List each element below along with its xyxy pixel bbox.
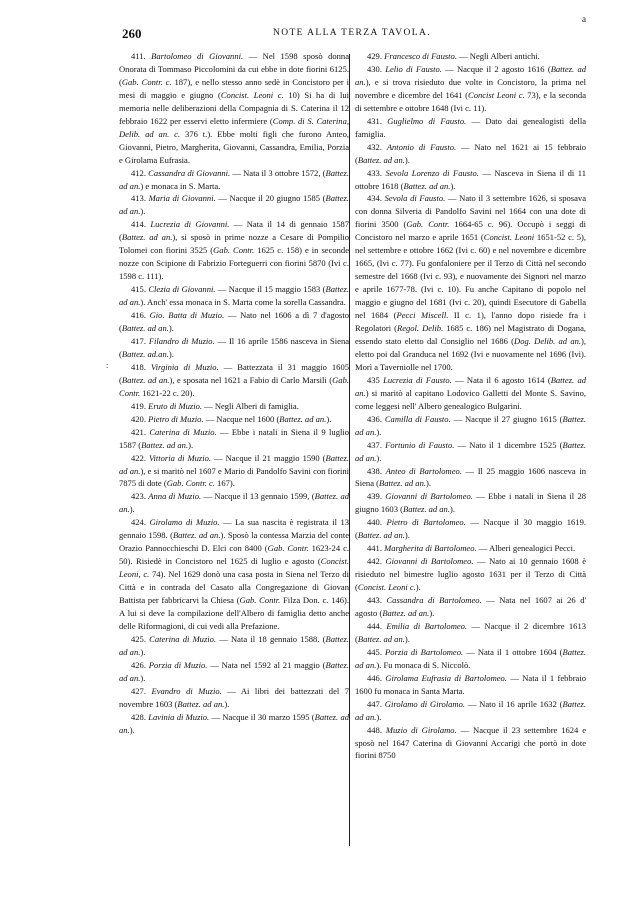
text-run: 418.: [131, 361, 151, 372]
text-run: 434.: [367, 193, 385, 204]
note-entry: [355, 413, 586, 439]
note-entry: [119, 426, 349, 452]
text-run: 1651-52 c. 5), nel settembre e ottobre 1662 (Ivi c. 60) e nel novembre e dicembre 1665, (Ivi c. 77). Fu gonfaloniere per il Terzo di Città nel secondo semestre del 1668 (Ivi c. 93), e nuovamente dei Signori nel marzo e aprile 1677-78. (Ivi c. 10). Fu anche Capitano di popolo nel maggio e giugno del 1681 (Ivi c. 20), quindi Esecutore di Gabella nel 1684 (: [355, 232, 586, 321]
italic-run: Anna di Muzio.: [148, 491, 202, 502]
text-run: 376 t.). Ebbe molti figli che furono Anteo, Giovanni, Pietro, Margherita, Giovanni, Cassandra, Emilia, Porzia e Girolama Eufrasia.: [119, 128, 349, 165]
text-run: 445.: [367, 646, 386, 657]
text-run: ).: [168, 348, 174, 359]
note-entry: [119, 413, 349, 426]
italic-run: Gab. Contr.: [267, 543, 309, 554]
note-entry: [355, 672, 586, 698]
italic-run: Battez. ad.an.: [121, 348, 169, 359]
text-run: ), eletto poi dal Granduca nel 1692 (Ivi e nuovamente nel 1696 (Ivi). Morì a Taverniolle nel 1700.: [355, 335, 586, 372]
text-run: ). Fu monaca di S. Niccolò.: [376, 659, 471, 670]
text-run: ). Anch' essa monaca in S. Marta come la sorella Cassandra.: [140, 297, 346, 308]
italic-run: Porzia di Bartolomeo.: [385, 646, 464, 657]
italic-run: Vittoria di Muzio.: [148, 452, 212, 463]
note-entry: [355, 646, 586, 672]
text-run: 416.: [131, 310, 150, 321]
italic-run: Bartolomeo di Giovanni.: [151, 51, 244, 61]
page-number: 260: [122, 26, 142, 41]
text-run: ).: [404, 530, 410, 541]
italic-run: Battez. ad an.: [355, 439, 586, 463]
text-run: — Ebbe i natali in Siena il 28 giugno 1603 (: [355, 491, 586, 515]
italic-run: Sevola di Fausto.: [384, 193, 446, 204]
text-run: — Nasceva in Siena il di 11 ottobre 1618 (: [355, 167, 587, 191]
text-run: — Nacque il 2 agosto 1616 (: [441, 63, 551, 74]
italic-run: Pietro di Bartolomeo.: [386, 517, 466, 528]
text-run: ).: [404, 633, 410, 644]
text-run: — Nata il 18 gennaio 1588. (: [216, 633, 326, 644]
running-title: NOTE ALLA TERZA TAVOLA.: [272, 28, 432, 38]
italic-run: Concist. Leoni: [483, 232, 535, 243]
text-run: — Ai libri dei battezzati del 7 novembre 1603 (: [119, 685, 350, 709]
italic-run: Battez. ad an.: [119, 491, 349, 515]
note-entry: [355, 141, 586, 167]
italic-run: Clezia di Giovanni.: [148, 284, 216, 295]
text-run: — Nata il 3 ottobre 1572, (: [230, 167, 326, 178]
text-run: ).: [129, 724, 135, 735]
text-run: 1623-24 c. 50). Risiedè in Concistoro nel 1625 di luglio e agosto (: [119, 543, 349, 567]
note-entry: [355, 594, 586, 620]
note-entry: [355, 490, 586, 516]
note-entry: [119, 452, 349, 491]
text-run: — La sua nascita è registrata il 13 gennaio 1598. (: [119, 517, 349, 541]
italic-run: Girolama Eufrasia di Bartolomeo.: [385, 672, 507, 683]
italic-run: Gab. Contr.: [213, 245, 255, 256]
text-run: 1625 c. 158) e in seconde nozze con Scipione di Fabrizio Forteguerri con fiorini 5870 (Ivi c. 1598 c. 111).: [119, 245, 349, 282]
note-entry: [119, 50, 349, 167]
text-run: — Il 25 maggio 1606 nasceva in Siena (: [355, 465, 586, 489]
text-run: 10) Si ha di lui memoria nelle deliberazioni della Compagnia di S. Caterina il 12 febbraio 1622 per esservi eletto infermiere (: [119, 89, 349, 126]
italic-run: Battez. ad an.: [382, 607, 430, 618]
text-run: 425.: [131, 633, 150, 644]
note-entry: [355, 192, 586, 373]
text-run: 428.: [131, 711, 149, 722]
text-run: 432.: [367, 141, 387, 152]
text-run: 419.: [131, 400, 149, 411]
text-run: ) si maritò al capitano Lodovico Galletti del Monte S. Savino, come leggesi nell' Albero genealogico Bulgarini.: [355, 387, 586, 411]
italic-run: Margherita di Bartolomeo.: [384, 543, 477, 554]
italic-run: Cassandra di Giovanni.: [148, 167, 231, 178]
text-run: — Nato ai 10 gennaio 1608 è risieduto nel bimestre luglio agosto 1631 per il Terzo di Città (: [355, 556, 586, 593]
italic-run: Giovanni di Bartolomeo.: [385, 556, 474, 567]
text-run: ), e si trova risieduto due volte in Concistoro, la prima nel novembre e dicembre del 1641 (: [355, 76, 586, 100]
italic-run: Battez. ad an.: [119, 284, 350, 308]
italic-run: Girolamo di Girolamo.: [384, 698, 466, 709]
italic-run: Gab. Contr.: [239, 595, 281, 606]
text-run: ).: [376, 426, 382, 437]
note-entry: [355, 167, 586, 193]
text-run: Filza Don. c. 146). A lui si deve la compilazione dell'Albero di famiglia detto anche delle Riformagioni, di cui vedi alla Prefazione.: [119, 595, 349, 631]
text-run: 411.: [131, 51, 152, 61]
note-entry: [119, 309, 349, 335]
text-run: — Nacque il 15 maggio 1583 (: [215, 284, 326, 295]
note-entry: [119, 490, 349, 516]
italic-run: Gab. Contr.: [406, 219, 450, 230]
italic-run: Gio. Batta di Muzio.: [149, 310, 225, 321]
italic-run: Battez. ad an.: [378, 478, 426, 489]
text-run: 446.: [367, 672, 386, 683]
text-run: 429.: [367, 51, 385, 61]
note-entry: [355, 115, 586, 141]
note-entry: [355, 516, 586, 542]
note-entry: [355, 542, 586, 555]
italic-run: Cassandra di Bartolomeo.: [386, 595, 482, 606]
text-run: — Nata il 14 di gennaio 1587 (: [119, 219, 350, 243]
italic-run: Battez. ad an.: [357, 633, 405, 644]
italic-run: Battez. ad an.: [119, 193, 350, 217]
text-run: 421.: [131, 426, 150, 437]
text-run: 433.: [367, 167, 386, 178]
italic-run: Evandro di Muzio.: [151, 685, 222, 696]
text-run: ).: [376, 452, 382, 463]
italic-run: Battez. ad an.: [355, 646, 586, 670]
italic-run: Dog. Delib. ad an.: [514, 335, 582, 346]
text-run: 412.: [131, 167, 149, 178]
italic-run: Battez. ad an.: [172, 530, 221, 541]
italic-run: Battez. ad an.: [355, 374, 587, 398]
text-run: 441.: [367, 543, 385, 554]
text-run: ), e sposata nel 1621 a Fabio di Carlo Marsili (: [169, 374, 333, 385]
text-run: ).: [140, 672, 146, 683]
italic-run: Battez. ad an.: [177, 698, 225, 709]
note-entry: [355, 63, 586, 115]
text-run: — Nata nel 1592 al 21 maggio (: [207, 659, 326, 670]
italic-run: Battez. ad an.: [357, 154, 405, 165]
text-run: ).: [415, 582, 421, 593]
text-run: ).: [376, 711, 382, 722]
note-entry: [355, 620, 586, 646]
text-run: 439.: [367, 491, 386, 502]
text-run: 1621-22 c. 20).: [140, 387, 195, 398]
italic-run: Virginia di Muzio.: [150, 361, 219, 372]
italic-run: Camilla di Fausto.: [384, 413, 451, 424]
italic-run: Maria di Giovanni.: [148, 193, 216, 204]
italic-run: Gab. Contr. c.: [121, 76, 172, 87]
italic-run: Battez. ad an.: [403, 180, 451, 191]
text-run: 448.: [367, 724, 386, 735]
italic-run: Battez. ad an.: [119, 452, 349, 476]
italic-run: Eruto di Muzio.: [148, 400, 202, 411]
text-run: ).: [404, 154, 410, 165]
text-run: ).: [449, 504, 455, 515]
text-run: — Nata il 6 agosto 1614 (: [451, 374, 551, 385]
text-run: 415.: [131, 284, 149, 295]
text-run: ).: [129, 504, 135, 515]
italic-run: Comp. di S. Caterina, Delib. ad an. c.: [119, 115, 349, 139]
italic-run: Lucrezia di Fausto.: [383, 374, 452, 385]
italic-run: Muzio di Girolamo.: [385, 724, 457, 735]
text-run: — Dato dai genealogisti della famiglia.: [355, 115, 586, 139]
text-run: ), e si maritò nel 1607 e Mario di Pandolfo Savini con fiorini 7875 di dote (: [119, 465, 350, 489]
italic-run: Battez. ad an.: [119, 633, 349, 657]
text-run: — Nacque il 27 giugno 1615 (: [450, 413, 563, 424]
text-run: ).: [140, 646, 146, 657]
text-run: — Nacque il 23 settembre 1624 e sposò nel 1647 Caterina di Giovanni Accarigi che portò in dote fiorini 8750: [355, 724, 587, 761]
italic-run: Battez. ad an.: [121, 232, 173, 243]
note-entry: [355, 465, 586, 491]
text-run: — Ebbe i natali in Siena il 9 luglio 1587 (: [119, 426, 349, 450]
italic-run: Battez. ad an.: [402, 504, 450, 515]
text-run: ).: [168, 323, 174, 334]
text-run: — Negli Alberi antichi.: [456, 51, 540, 61]
italic-run: Antonio di Fausto.: [386, 141, 457, 152]
text-run: ), si sposò in prime nozze a Cesare di Pompilio Tolomei con fiorini 3525 (: [119, 232, 349, 256]
note-entry: [355, 374, 586, 413]
italic-run: Concist. Leoni c.: [220, 89, 284, 100]
italic-run: Gab. Contr. c.: [166, 478, 215, 489]
text-run: 427.: [131, 685, 152, 696]
text-run: 1664-65 c. 96). Occupò i seggi di Concistoro nel marzo e aprile 1651 (: [355, 219, 586, 243]
note-entry: [119, 633, 349, 659]
note-entry: [119, 516, 349, 633]
text-run: ).: [140, 206, 146, 217]
note-entry: [119, 167, 349, 193]
text-run: ). Sposò la contessa Marzia del conte Orazio Pannocchieschi D. Elci con 8400 (: [119, 530, 350, 554]
text-run: 426.: [131, 659, 149, 670]
text-run: 422.: [131, 452, 149, 463]
italic-run: Battez. ad an.: [355, 698, 587, 722]
italic-run: Battez. ad an.: [355, 63, 587, 87]
italic-run: Pecci Miscell.: [396, 310, 449, 321]
text-run: — Nato nel 1606 a dì 7 d'agosto (: [119, 310, 349, 334]
text-run: — Nacque il 13 gennaio 1599, (: [201, 491, 315, 502]
italic-run: Giovanni di Bartolomeo.: [385, 491, 473, 502]
text-run: 74). Nel 1629 donò una casa posta in Siena nel Terzo di Città e in contrada del Casato alla Congregazione di Giovan Battista per fabbricarvi la Chiesa (: [119, 569, 349, 606]
note-entry: [119, 361, 349, 400]
text-run: ).: [188, 439, 194, 450]
text-run: 444.: [367, 620, 387, 631]
note-entry: [119, 685, 349, 711]
note-entry: [119, 218, 349, 283]
text-run: — Battezzata il 31 maggio 1605 (: [119, 361, 349, 385]
text-run: 167).: [214, 478, 235, 489]
text-run: — Nata nel 1607 ai 26 d' agosto (: [355, 595, 587, 618]
text-run: — Nacque il 30 marzo 1595 (: [209, 711, 315, 722]
corner-mark: a: [582, 14, 586, 24]
note-entry: [119, 659, 349, 685]
text-run: 430.: [367, 63, 386, 74]
text-run: — Negli Alberi di famiglia.: [202, 400, 299, 411]
text-run: 187), e nello stesso anno sedè in Concistoro per i mesi di maggio e giugno (: [119, 76, 349, 100]
italic-run: Lavinia di Muzio.: [148, 711, 210, 722]
text-run: 435: [367, 374, 384, 385]
italic-run: Concist. Leoni, c.: [119, 556, 349, 580]
text-run: ).: [326, 413, 332, 424]
text-run: 437.: [367, 439, 386, 450]
italic-run: Battez. ad an.: [355, 413, 586, 437]
page-header: [122, 14, 586, 42]
note-entry: [119, 192, 349, 218]
italic-run: Regol. Delib.: [396, 323, 444, 334]
italic-run: Girolamo di Muzio.: [149, 517, 220, 528]
italic-run: Anteo di Bartolomeo.: [385, 465, 462, 476]
note-entry: [355, 555, 586, 594]
italic-run: Filandro di Muzio.: [148, 335, 215, 346]
text-run: — Nato il 3 settembre 1626, si sposava con donna Silveria di Pandolfo Savini nel 1664 con una dote di fiorini 3500 (: [355, 193, 586, 230]
text-run: — Nacque il 30 maggio 1619. (: [355, 517, 586, 541]
text-run: 1685 c. 186) nel Magistrato di Dogana, essendo stato eletto dal Consiglio nel 1686 (: [355, 323, 587, 346]
text-run: 424.: [131, 517, 150, 528]
italic-run: Battez. ad an.: [119, 659, 349, 683]
text-run: 436.: [367, 413, 385, 424]
note-entry: [355, 439, 586, 465]
text-run: ).: [429, 607, 435, 618]
italic-run: Pietro di Muzio.: [148, 413, 204, 424]
text-run: — Nato nel 1621 ai 15 febbraio (: [355, 141, 586, 165]
text-run: 447.: [367, 698, 385, 709]
text-run: ).: [450, 180, 456, 191]
text-run: II c. 1), l'anno dopo risiede fra i Regolatori (: [355, 310, 587, 334]
italic-run: Porzia di Muzio.: [148, 659, 208, 670]
italic-run: Guglielmo di Fausto.: [387, 115, 467, 126]
italic-run: Concist Leoni c.: [468, 89, 525, 100]
text-run: ).: [224, 698, 230, 709]
text-run: — Nel 1598 sposò donna Onorata di Tommaso Piccolomini da cui ebbe in dote fiorini 6125. (: [119, 51, 349, 87]
italic-run: Battez. ad an.: [357, 530, 405, 541]
italic-run: Battez. ad an.: [279, 413, 327, 424]
note-entry: [119, 711, 349, 737]
text-run: 420.: [131, 413, 149, 424]
margin-mark: :: [106, 361, 109, 370]
text-run: — Nata il 1 ottobre 1604 (: [463, 646, 563, 657]
italic-run: Battez. ad an.: [119, 167, 350, 191]
italic-run: Concist. Leoni c.: [357, 582, 416, 593]
italic-run: Caterina di Muzio.: [149, 633, 217, 644]
text-run: — Nacque il 2 dicembre 1613 (: [355, 620, 586, 644]
italic-run: Lucrezia di Giovanni.: [150, 219, 230, 230]
text-run: ) e monaca in S. Marta.: [140, 180, 221, 191]
text-run: 431.: [367, 115, 388, 126]
italic-run: Battez. ad an.: [141, 439, 189, 450]
italic-run: Francesco di Fausto.: [384, 51, 457, 61]
text-run: — Nacque nel 1600 (: [203, 413, 280, 424]
note-entry: [119, 283, 349, 309]
text-run: 442.: [367, 556, 386, 567]
note-entry: [355, 698, 586, 724]
text-run: — Nacque il 21 maggio 1590 (: [211, 452, 326, 463]
italic-run: Caterina di Muzio.: [149, 426, 217, 437]
italic-run: Lelio di Fausto.: [385, 63, 442, 74]
text-run: — Nata il 1 febbraio 1600 fu monaca in Santa Marta.: [355, 672, 586, 696]
text-run: — Il 16 aprile 1586 nasceva in Siena (: [119, 335, 350, 359]
text-run: 413.: [131, 193, 149, 204]
text-run: 414.: [131, 219, 151, 230]
text-run: 443.: [367, 595, 387, 606]
column-divider: [349, 54, 350, 846]
right-column: [355, 50, 586, 762]
italic-run: Battez. ad an.: [119, 711, 350, 735]
text-run: 440.: [367, 517, 387, 528]
note-entry: [119, 400, 349, 413]
text-run: 417.: [131, 335, 149, 346]
italic-run: Fortunio di Fausto.: [385, 439, 455, 450]
text-run: — Nato il 1 dicembre 1525 (: [454, 439, 563, 450]
italic-run: Battez. ad an.: [121, 374, 170, 385]
text-run: 423.: [131, 491, 149, 502]
text-run: — Nacque il 20 giugno 1585 (: [215, 193, 326, 204]
italic-run: Gab. Contr.: [119, 374, 349, 398]
text-run: ).: [426, 478, 431, 489]
note-entry: [355, 724, 586, 763]
italic-run: Sevola Lorenzo di Fausto.: [385, 167, 479, 178]
italic-run: Battez. ad an.: [121, 323, 169, 334]
left-column: [119, 50, 349, 737]
text-run: — Nato il 16 aprile 1632 (: [465, 698, 563, 709]
text-run: — Alberi genealogici Pecci.: [476, 543, 576, 554]
note-entry: [355, 50, 586, 63]
italic-run: Emilia di Bartolomeo.: [386, 620, 468, 631]
note-entry: [119, 335, 349, 361]
text-run: 438.: [367, 465, 386, 476]
text-run: 73), e la seconda di settembre e ottobre 1648 (Ivi c. 11).: [355, 89, 586, 113]
